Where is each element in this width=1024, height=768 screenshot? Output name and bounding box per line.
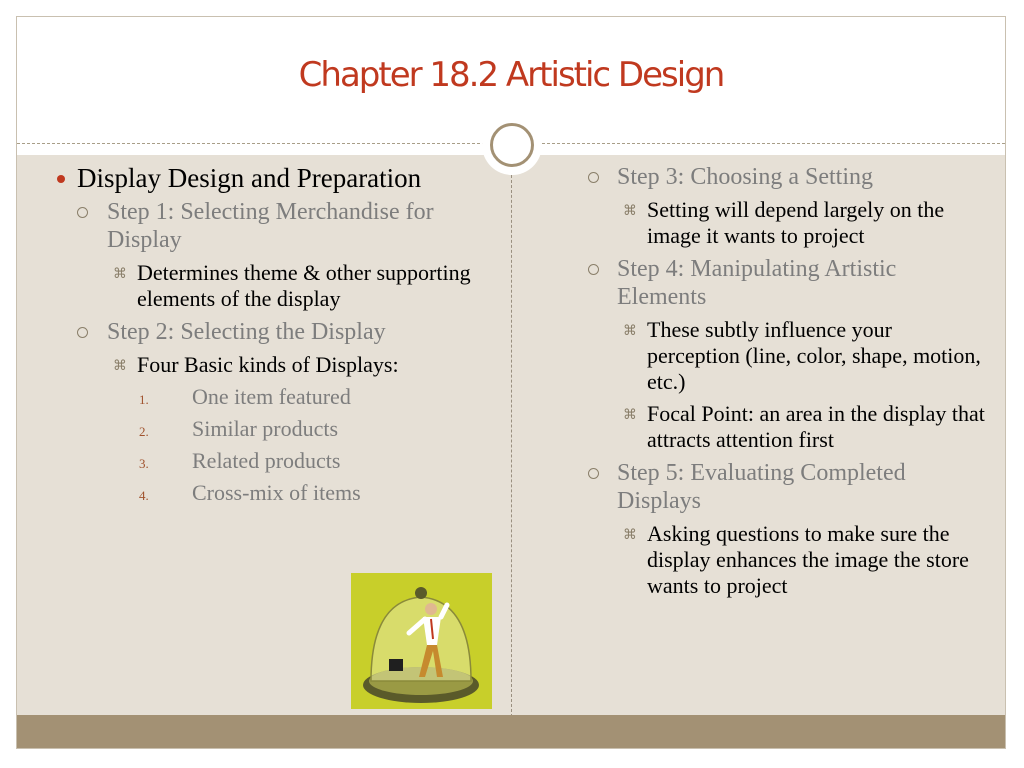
bullet-text: Step 5: Evaluating Completed Displays (617, 460, 906, 514)
bullet-text: Asking questions to make sure the display enhances the image the store wants to project (647, 521, 969, 598)
star-bullet-icon: ⌘ (623, 527, 637, 543)
bullet-text: Determines theme & other supporting elements of the display (137, 260, 471, 311)
bullet-step-4-detail (572, 401, 987, 453)
hollow-bullet-icon (588, 468, 599, 479)
bullet-step-3 (572, 163, 987, 191)
bullet-text: Setting will depend largely on the image it wants to project (647, 197, 945, 248)
star-bullet-icon: ⌘ (623, 203, 637, 219)
list-item (57, 384, 497, 410)
footer-bar (17, 715, 1005, 748)
star-bullet-icon: ⌘ (623, 407, 637, 423)
star-bullet-icon: ⌘ (113, 266, 127, 282)
bullet-text: Step 1: Selecting Merchandise for Display (107, 199, 434, 253)
list-number: 4. (139, 488, 149, 503)
slide-title: Chapter 18.2 Artistic Design (298, 55, 724, 95)
bullet-text: Step 4: Manipulating Artistic Elements (617, 256, 897, 310)
list-text: Related products (192, 448, 341, 473)
bullet-step-4 (572, 255, 987, 311)
hollow-bullet-icon (588, 172, 599, 183)
star-bullet-icon: ⌘ (623, 323, 637, 339)
man-under-glass-dome-icon (351, 573, 492, 709)
list-number: 2. (139, 424, 149, 439)
content-area (17, 155, 1005, 717)
bullet-step-5-detail (572, 521, 987, 599)
left-column (57, 163, 497, 512)
list-item (57, 416, 497, 442)
bullet-step-2-detail (57, 352, 497, 378)
bullet-step-4-detail (572, 317, 987, 395)
right-column (572, 163, 987, 605)
list-item (57, 480, 497, 506)
ring-ornament-icon (482, 115, 542, 175)
bullet-step-3-detail (572, 197, 987, 249)
bullet-text: Four Basic kinds of Displays: (137, 352, 399, 377)
star-bullet-icon: ⌘ (113, 358, 127, 374)
bullet-text: Display Design and Preparation (77, 163, 422, 193)
hollow-bullet-icon (588, 264, 599, 275)
bullet-text: Step 3: Choosing a Setting (617, 164, 874, 190)
list-number: 3. (139, 456, 149, 471)
bullet-step-1 (57, 198, 497, 254)
bullet-text: These subtly influence your perception (line, color, shape, motion, etc.) (647, 317, 981, 394)
slide-frame (16, 16, 1006, 749)
filled-bullet-icon (57, 175, 65, 183)
hollow-bullet-icon (77, 207, 88, 218)
list-text: Cross-mix of items (192, 480, 361, 505)
list-item (57, 448, 497, 474)
list-text: One item featured (192, 384, 351, 409)
hollow-bullet-icon (77, 327, 88, 338)
bullet-display-design (57, 163, 497, 194)
bullet-text: Step 2: Selecting the Display (107, 319, 386, 345)
bullet-step-2 (57, 318, 497, 346)
list-text: Similar products (192, 416, 339, 441)
ring-inner (490, 123, 534, 167)
bullet-text: Focal Point: an area in the display that attracts attention first (647, 401, 985, 452)
bullet-step-1-detail (57, 260, 497, 312)
list-number: 1. (139, 392, 149, 407)
clipart-image (351, 573, 492, 709)
bullet-step-5 (572, 459, 987, 515)
column-divider (511, 155, 512, 717)
